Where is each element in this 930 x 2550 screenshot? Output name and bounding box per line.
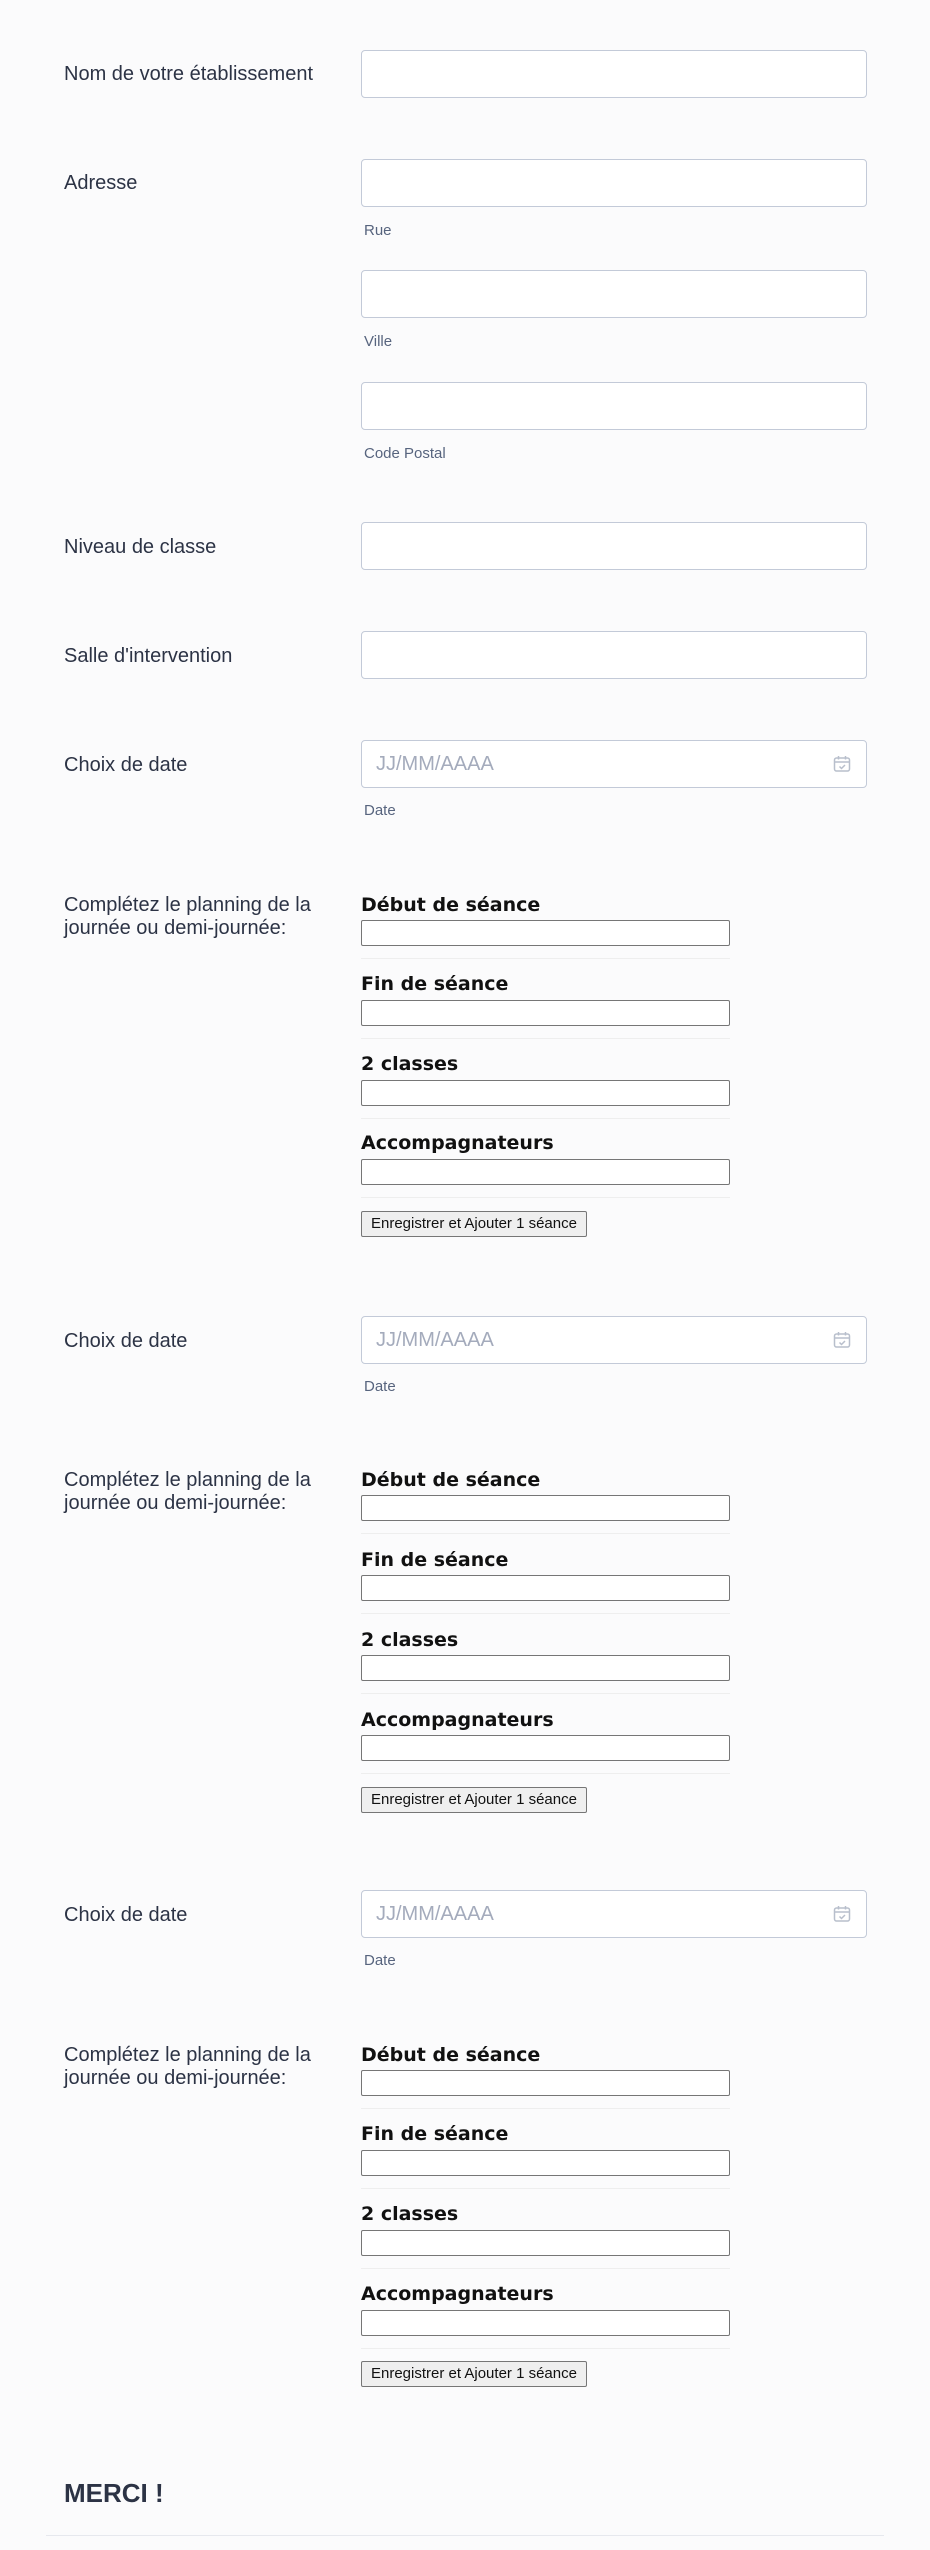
accompagnateurs-field[interactable] [361, 1735, 730, 1761]
debut-title: Début de séance [361, 1469, 541, 1491]
fin-field[interactable] [361, 1575, 730, 1601]
niveau-input[interactable] [361, 522, 867, 570]
etablissement-label: Nom de votre établissement [64, 63, 314, 85]
add-seance-button[interactable]: Enregistrer et Ajouter 1 séance [361, 1787, 587, 1813]
divider [46, 2535, 884, 2536]
salle-label: Salle d'intervention [64, 645, 233, 667]
rue-input[interactable] [361, 159, 867, 207]
debut-field[interactable] [361, 920, 730, 946]
calendar-icon[interactable] [832, 754, 852, 774]
classes-field[interactable] [361, 1080, 730, 1106]
accompagnateurs-field[interactable] [361, 2310, 730, 2336]
separator [361, 2348, 730, 2349]
rue-sublabel: Rue [364, 222, 392, 239]
debut-field[interactable] [361, 1495, 730, 1521]
debut-title: Début de séance [361, 2044, 541, 2066]
date-sublabel: Date [364, 1378, 396, 1395]
classes-field[interactable] [361, 1655, 730, 1681]
date-input[interactable] [361, 1316, 867, 1364]
classes-field[interactable] [361, 2230, 730, 2256]
classes-title: 2 classes [361, 1629, 459, 1651]
date-input[interactable] [361, 740, 867, 788]
niveau-label: Niveau de classe [64, 536, 217, 558]
date-placeholder: JJ/MM/AAAA [376, 1902, 494, 1925]
date-sublabel: Date [364, 1952, 396, 1969]
date-label: Choix de date [64, 1330, 188, 1352]
fin-field[interactable] [361, 1000, 730, 1026]
fin-field[interactable] [361, 2150, 730, 2176]
separator [361, 2108, 730, 2109]
calendar-icon[interactable] [832, 1904, 852, 1924]
planning-label: Complétez le planning de la journée ou demi-journée: [64, 2044, 311, 2089]
add-seance-button[interactable]: Enregistrer et Ajouter 1 séance [361, 1211, 587, 1237]
date-sublabel: Date [364, 802, 396, 819]
date-placeholder: JJ/MM/AAAA [376, 1328, 494, 1351]
code-postal-input[interactable] [361, 382, 867, 430]
salle-input[interactable] [361, 631, 867, 679]
date-input[interactable] [361, 1890, 867, 1938]
accompagnateurs-title: Accompagnateurs [361, 2283, 554, 2305]
separator [361, 1197, 730, 1198]
ville-input[interactable] [361, 270, 867, 318]
separator [361, 1693, 730, 1694]
date-label: Choix de date [64, 1904, 188, 1926]
debut-title: Début de séance [361, 894, 541, 916]
date-placeholder: JJ/MM/AAAA [376, 752, 494, 775]
code-postal-sublabel: Code Postal [364, 445, 446, 462]
add-seance-button[interactable]: Enregistrer et Ajouter 1 séance [361, 2361, 587, 2387]
separator [361, 1773, 730, 1774]
debut-field[interactable] [361, 2070, 730, 2096]
separator [361, 2188, 730, 2189]
calendar-icon[interactable] [832, 1330, 852, 1350]
planning-label: Complétez le planning de la journée ou demi-journée: [64, 894, 311, 939]
classes-title: 2 classes [361, 1053, 459, 1075]
accompagnateurs-title: Accompagnateurs [361, 1132, 554, 1154]
separator [361, 1118, 730, 1119]
date-label: Choix de date [64, 754, 188, 776]
planning-label: Complétez le planning de la journée ou demi-journée: [64, 1469, 311, 1514]
fin-title: Fin de séance [361, 2123, 509, 2145]
ville-sublabel: Ville [364, 333, 393, 350]
separator [361, 1038, 730, 1039]
fin-title: Fin de séance [361, 1549, 509, 1571]
merci-heading: MERCI ! [64, 2478, 164, 2508]
etablissement-input[interactable] [361, 50, 867, 98]
separator [361, 958, 730, 959]
separator [361, 2268, 730, 2269]
fin-title: Fin de séance [361, 973, 509, 995]
separator [361, 1613, 730, 1614]
accompagnateurs-field[interactable] [361, 1159, 730, 1185]
accompagnateurs-title: Accompagnateurs [361, 1709, 554, 1731]
adresse-label: Adresse [64, 172, 138, 194]
separator [361, 1533, 730, 1534]
classes-title: 2 classes [361, 2203, 459, 2225]
